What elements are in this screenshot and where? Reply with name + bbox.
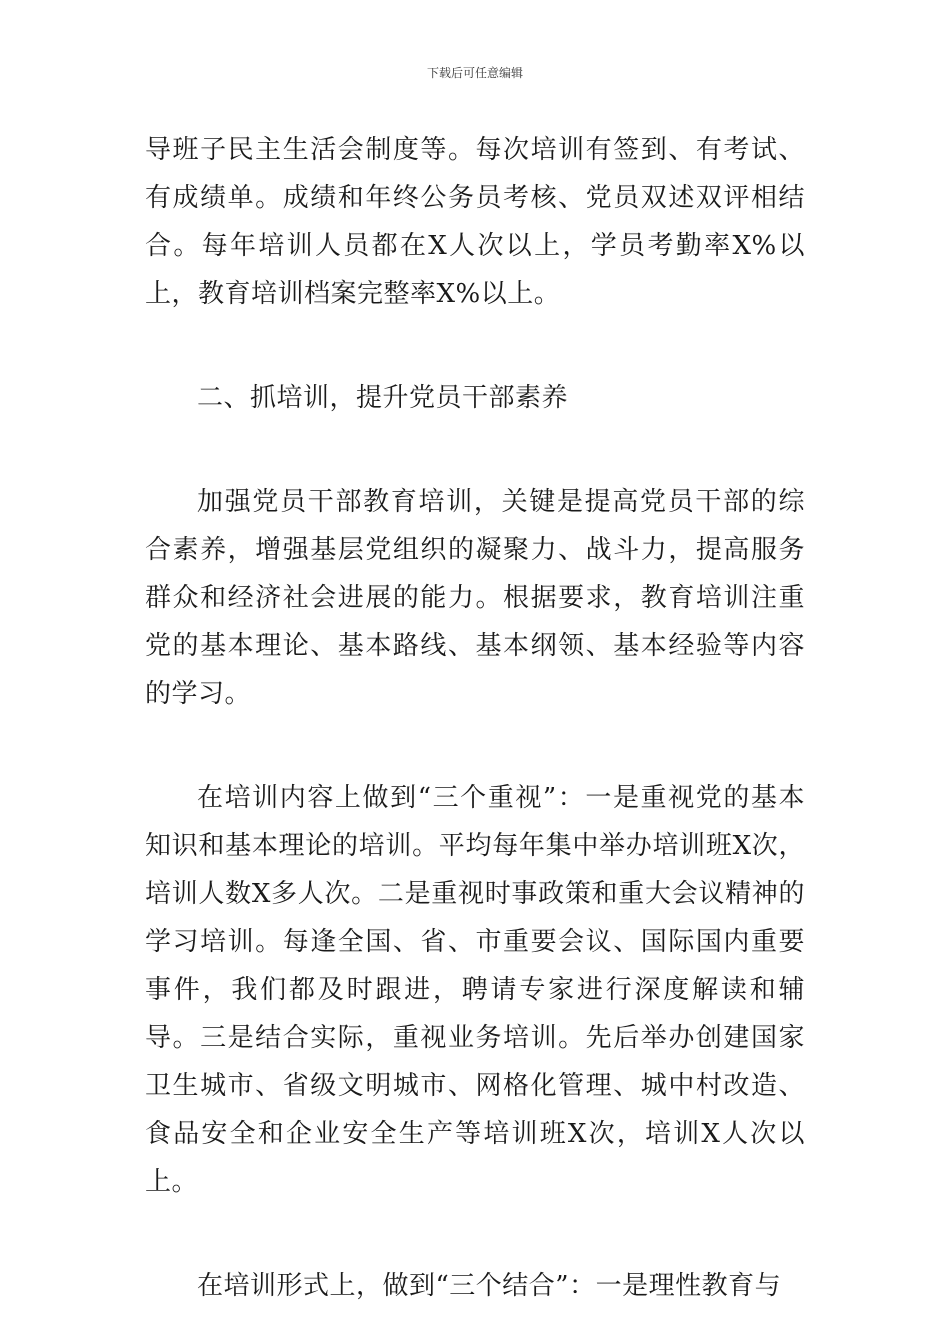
- document-body: [145, 126, 805, 1310]
- paragraph-continued: 导班子民主生活会制度等。每次培训有签到、有考试、有成绩单。成绩和年终公务员考核、党员双述双评相结合。每年培训人员都在X人次以上，学员考勤率X%以上，教育培训档案完整率X%以上。: [145, 135, 805, 309]
- section-heading: 二、抓培训，提升党员干部素养: [197, 383, 569, 413]
- paragraph: 加强党员干部教育培训，关键是提高党员干部的综合素养，增强基层党组织的凝聚力、战斗力，提高服务群众和经济社会进展的能力。根据要求，教育培训注重党的基本理论、基本路线、基本纲领、基本经验等内容的学习。: [145, 487, 805, 709]
- page-header: 下载后可任意编辑: [426, 66, 523, 80]
- paragraph: 在培训形式上，做到“三个结合”：一是理性教育与: [197, 1271, 782, 1301]
- paragraph: 在培训内容上做到“三个重视”：一是重视党的基本知识和基本理论的培训。平均每年集中举办培训班X次，培训人数X多人次。二是重视时事政策和重大会议精神的学习培训。每逢全国、省、市重要会议、国际国内重要事件，我们都及时跟进，聘请专家进行深度解读和辅导。三是结合实际，重视业务培训。先后举办创建国家卫生城市、省级文明城市、网格化管理、城中村改造、食品安全和企业安全生产等培训班X次，培训X人次以上。: [145, 783, 805, 1197]
